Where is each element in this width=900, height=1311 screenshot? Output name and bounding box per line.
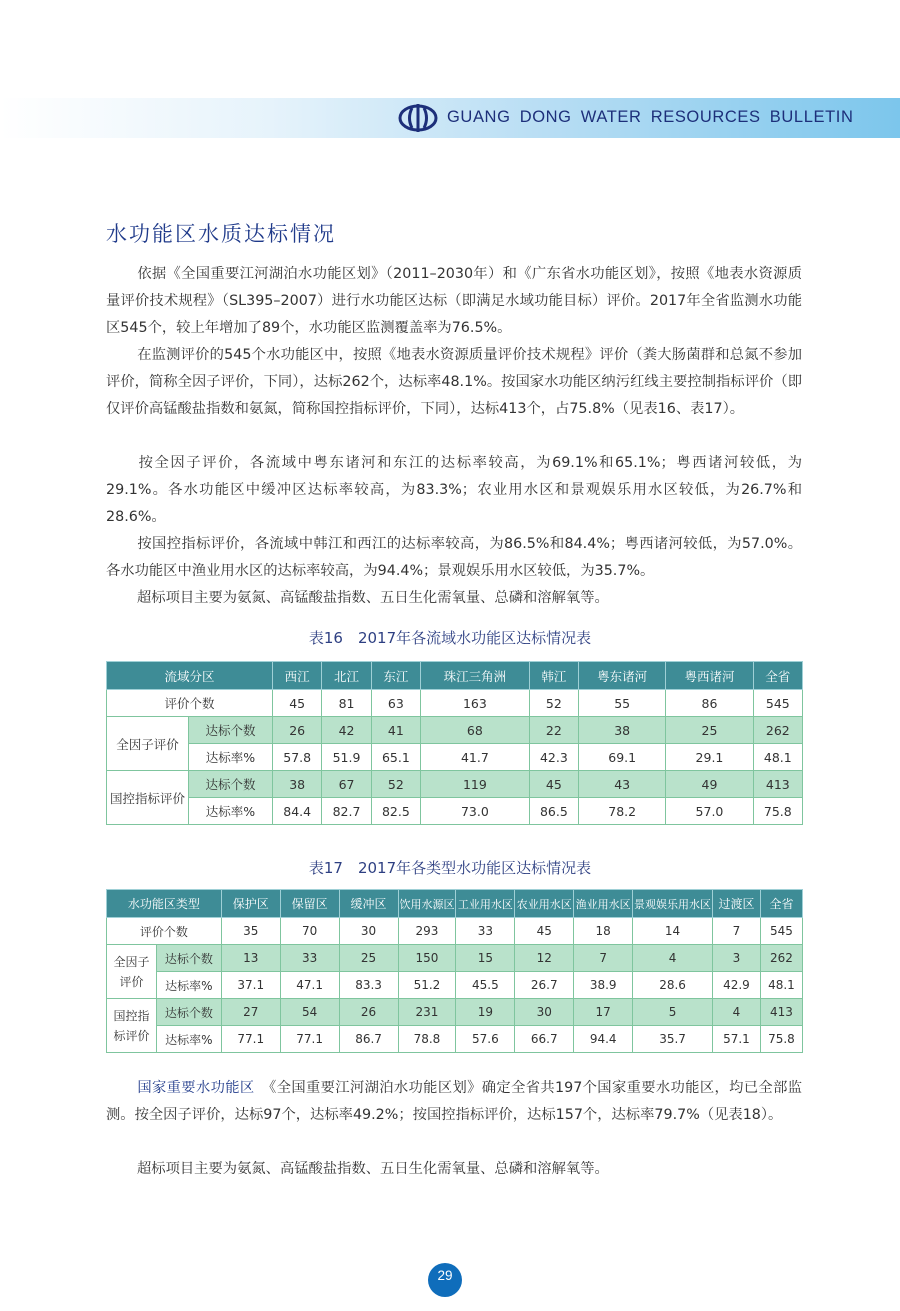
table-cell: 150 <box>398 945 456 972</box>
row-label: 达标率% <box>189 744 273 771</box>
column-header: 珠江三角洲 <box>421 662 530 690</box>
table-cell: 293 <box>398 918 456 945</box>
column-header: 全省 <box>753 662 802 690</box>
table-cell: 69.1 <box>579 744 666 771</box>
column-header: 西江 <box>273 662 322 690</box>
column-header: 粤东诸河 <box>579 662 666 690</box>
national-exceed-paragraph <box>106 1156 802 1183</box>
national-exceed-text: 超标项目主要为氨氮、高锰酸盐指数、五日生化需氧量、总磷和溶解氧等。 <box>137 1161 609 1177</box>
table-cell: 63 <box>371 690 420 717</box>
table-cell: 57.1 <box>712 1026 760 1053</box>
group-label: 全因子评价 <box>107 717 189 771</box>
table-cell: 86.7 <box>339 1026 398 1053</box>
table-cell: 45 <box>529 771 578 798</box>
table-cell: 82.7 <box>322 798 371 825</box>
column-header: 保护区 <box>221 890 280 918</box>
table-cell: 33 <box>280 945 339 972</box>
table-cell: 231 <box>398 999 456 1026</box>
table-row <box>107 798 803 825</box>
table-cell: 47.1 <box>280 972 339 999</box>
table-cell: 55 <box>579 690 666 717</box>
table16-caption: 表16 2017年各流域水功能区达标情况表 <box>308 629 592 647</box>
table-cell: 48.1 <box>760 972 802 999</box>
table-cell: 4 <box>712 999 760 1026</box>
table-cell: 78.2 <box>579 798 666 825</box>
table16 <box>106 661 803 825</box>
table-cell: 65.1 <box>371 744 420 771</box>
column-header: 粤西诸河 <box>666 662 753 690</box>
table-cell: 52 <box>371 771 420 798</box>
table-cell: 67 <box>322 771 371 798</box>
table-cell: 86.5 <box>529 798 578 825</box>
column-header: 缓冲区 <box>339 890 398 918</box>
paragraph-1 <box>106 261 802 342</box>
table-cell: 70 <box>280 918 339 945</box>
table17-header-row <box>107 890 803 918</box>
table-cell: 413 <box>753 771 802 798</box>
table-cell: 18 <box>574 918 633 945</box>
table-cell: 29.1 <box>666 744 753 771</box>
table-cell: 42 <box>322 717 371 744</box>
table-cell: 119 <box>421 771 530 798</box>
bulletin-title: GUANG DONG WATER RESOURCES BULLETIN <box>447 108 854 126</box>
table-cell: 51.9 <box>322 744 371 771</box>
table-cell: 57.0 <box>666 798 753 825</box>
group-label <box>107 945 157 999</box>
table16-corner-header: 流域分区 <box>107 662 273 690</box>
paragraph-text: 按全因子评价，各流域中粤东诸河和东江的达标率较高，为69.1%和65.1%；粤西诸河较低，为29.1%。各水功能区中缓冲区达标率较高，为83.3%；农业用水区和景观娱乐用水区较低，为26.7%和28.6%。 <box>106 455 802 525</box>
table-row <box>107 771 803 798</box>
table-cell: 545 <box>760 918 802 945</box>
table-cell: 48.1 <box>753 744 802 771</box>
row-label: 达标个数 <box>156 945 221 972</box>
table-cell: 13 <box>221 945 280 972</box>
paragraph-text: 按国控指标评价，各流域中韩江和西江的达标率较高，为86.5%和84.4%；粤西诸河较低，为57.0%。各水功能区中渔业用水区的达标率较高，为94.4%；景观娱乐用水区较低，为35.7%。 <box>106 536 802 579</box>
table17 <box>106 889 803 1053</box>
table-row <box>107 717 803 744</box>
table-cell: 413 <box>760 999 802 1026</box>
table-cell: 545 <box>753 690 802 717</box>
table-cell: 25 <box>339 945 398 972</box>
table-cell: 30 <box>339 918 398 945</box>
table-cell: 82.5 <box>371 798 420 825</box>
national-paragraph <box>106 1075 802 1129</box>
table-cell: 75.8 <box>760 1026 802 1053</box>
column-header: 韩江 <box>529 662 578 690</box>
table-cell: 28.6 <box>633 972 713 999</box>
table-cell: 42.9 <box>712 972 760 999</box>
table-cell: 77.1 <box>280 1026 339 1053</box>
national-text: 《全国重要江河湖泊水功能区划》确定全省共197个国家重要水功能区，均已全部监测。按全因子评价，达标97个，达标率49.2%；按国控指标评价，达标157个，达标率79.7%（见表18）。 <box>106 1080 803 1123</box>
table-cell: 26 <box>273 717 322 744</box>
table-cell: 17 <box>574 999 633 1026</box>
table-cell: 37.1 <box>221 972 280 999</box>
table-row <box>107 1026 803 1053</box>
row-label: 达标个数 <box>189 717 273 744</box>
table-cell: 43 <box>579 771 666 798</box>
column-header: 过渡区 <box>712 890 760 918</box>
table-cell: 45 <box>515 918 574 945</box>
paragraph-text: 在监测评价的545个水功能区中，按照《地表水资源质量评价技术规程》评价（粪大肠菌群和总氮不参加评价，简称全因子评价，下同），达标262个，达标率48.1%。按国家水功能区纳污红线主要控制指标评价（即仅评价高锰酸盐指数和氨氮，简称国控指标评价，下同），达标413个，占75.8%（见表16、表17）。 <box>106 347 802 417</box>
group-label-line: 评价 <box>119 974 144 989</box>
table-cell: 38 <box>273 771 322 798</box>
table-cell: 7 <box>712 918 760 945</box>
table-cell: 49 <box>666 771 753 798</box>
table-cell: 94.4 <box>574 1026 633 1053</box>
table-cell: 41.7 <box>421 744 530 771</box>
row-label: 达标率% <box>156 972 221 999</box>
table-cell: 26.7 <box>515 972 574 999</box>
section-title: 水功能区水质达标情况 <box>106 222 336 246</box>
table-cell: 14 <box>633 918 713 945</box>
table-cell: 4 <box>633 945 713 972</box>
row-label: 评价个数 <box>107 690 273 717</box>
column-header: 饮用水源区 <box>398 890 456 918</box>
table-cell: 45.5 <box>456 972 515 999</box>
column-header: 保留区 <box>280 890 339 918</box>
column-header: 工业用水区 <box>456 890 515 918</box>
paragraph-3 <box>106 450 802 531</box>
table-cell: 262 <box>760 945 802 972</box>
national-heading: 国家重要水功能区 <box>137 1080 255 1096</box>
row-label: 达标率% <box>189 798 273 825</box>
group-label-line: 标评价 <box>113 1028 150 1043</box>
table-cell: 75.8 <box>753 798 802 825</box>
column-header: 北江 <box>322 662 371 690</box>
table-row <box>107 690 803 717</box>
table16-header-row <box>107 662 803 690</box>
table-row <box>107 744 803 771</box>
table-cell: 41 <box>371 717 420 744</box>
column-header: 景观娱乐用水区 <box>633 890 713 918</box>
table-cell: 7 <box>574 945 633 972</box>
table-cell: 27 <box>221 999 280 1026</box>
group-label <box>107 999 157 1053</box>
page-number: 29 <box>428 1263 462 1297</box>
table17-corner-header: 水功能区类型 <box>107 890 222 918</box>
table-cell: 68 <box>421 717 530 744</box>
table-row <box>107 945 803 972</box>
paragraph-2 <box>106 342 802 423</box>
table-cell: 3 <box>712 945 760 972</box>
table-cell: 33 <box>456 918 515 945</box>
table-cell: 25 <box>666 717 753 744</box>
table-cell: 5 <box>633 999 713 1026</box>
table-cell: 42.3 <box>529 744 578 771</box>
column-header: 全省 <box>760 890 802 918</box>
column-header: 渔业用水区 <box>574 890 633 918</box>
table-cell: 26 <box>339 999 398 1026</box>
table-cell: 12 <box>515 945 574 972</box>
table-cell: 84.4 <box>273 798 322 825</box>
row-label: 评价个数 <box>107 918 222 945</box>
table-cell: 81 <box>322 690 371 717</box>
table-cell: 163 <box>421 690 530 717</box>
group-label-line: 全因子 <box>113 954 150 969</box>
table-cell: 38 <box>579 717 666 744</box>
row-label: 达标个数 <box>189 771 273 798</box>
table-cell: 15 <box>456 945 515 972</box>
group-label: 国控指标评价 <box>107 771 189 825</box>
table-row <box>107 999 803 1026</box>
table-cell: 22 <box>529 717 578 744</box>
table-cell: 51.2 <box>398 972 456 999</box>
table-cell: 19 <box>456 999 515 1026</box>
table-cell: 54 <box>280 999 339 1026</box>
table-cell: 52 <box>529 690 578 717</box>
table-cell: 57.6 <box>456 1026 515 1053</box>
table-cell: 77.1 <box>221 1026 280 1053</box>
paragraph-4 <box>106 531 802 585</box>
row-label: 达标率% <box>156 1026 221 1053</box>
table-cell: 86 <box>666 690 753 717</box>
table-cell: 45 <box>273 690 322 717</box>
table-cell: 83.3 <box>339 972 398 999</box>
table-cell: 73.0 <box>421 798 530 825</box>
row-label: 达标个数 <box>156 999 221 1026</box>
table-row <box>107 918 803 945</box>
table-cell: 35.7 <box>633 1026 713 1053</box>
table-cell: 38.9 <box>574 972 633 999</box>
table-cell: 30 <box>515 999 574 1026</box>
water-resources-logo-icon <box>398 103 438 133</box>
column-header: 东江 <box>371 662 420 690</box>
paragraph-text: 依据《全国重要江河湖泊水功能区划》（2011–2030年）和《广东省水功能区划》，按照《地表水资源质量评价技术规程》（SL395–2007）进行水功能区达标（即满足水域功能目标）评价。2017年全省监测水功能区545个，较上年增加了89个，水功能区监测覆盖率为76.5%。 <box>106 266 802 336</box>
table-cell: 66.7 <box>515 1026 574 1053</box>
column-header: 农业用水区 <box>515 890 574 918</box>
group-label-line: 国控指 <box>113 1008 150 1023</box>
table-cell: 262 <box>753 717 802 744</box>
table-cell: 57.8 <box>273 744 322 771</box>
table-row <box>107 972 803 999</box>
paragraph-text: 超标项目主要为氨氮、高锰酸盐指数、五日生化需氧量、总磷和溶解氧等。 <box>137 590 609 606</box>
table17-caption: 表17 2017年各类型水功能区达标情况表 <box>308 859 592 877</box>
paragraph-5 <box>106 585 802 612</box>
table-cell: 78.8 <box>398 1026 456 1053</box>
table-cell: 35 <box>221 918 280 945</box>
